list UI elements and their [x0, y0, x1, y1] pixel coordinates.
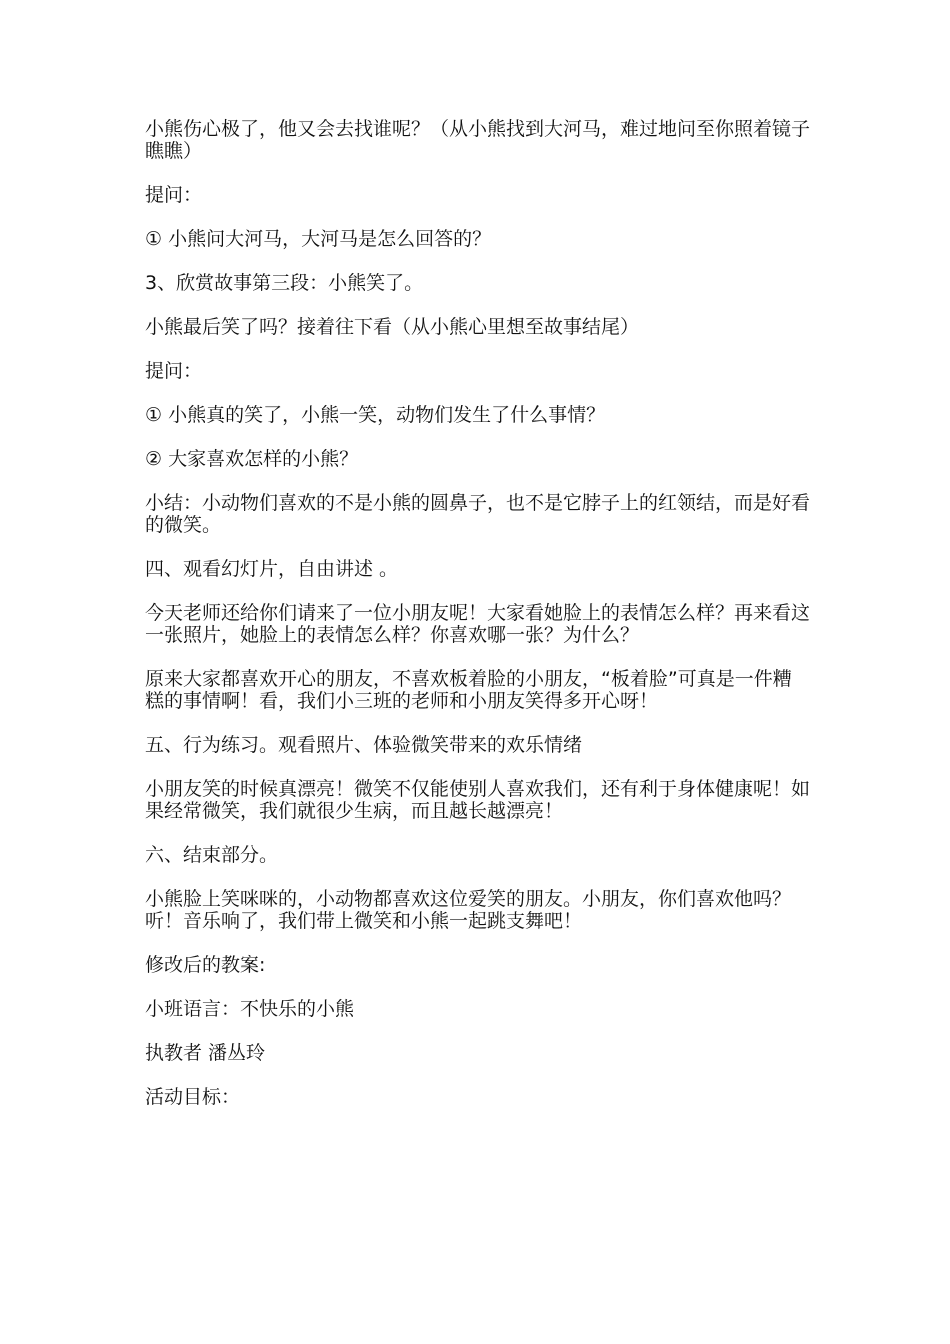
paragraph-section-heading: 四、观看幻灯片，自由讲述 。	[145, 558, 399, 580]
document-body	[145, 118, 810, 1130]
paragraph-section-heading: 五、行为练习。观看照片、体验微笑带来的欢乐情绪	[145, 734, 583, 756]
paragraph-body: 小朋友笑的时候真漂亮！微笑不仅能使别人喜欢我们，还有利于身体健康呢！如果经常微笑，我们就很少生病，而且越长越漂亮！	[145, 778, 811, 822]
paragraph-section-heading: 六、结束部分。	[145, 844, 279, 866]
paragraph-question-item: ① 小熊真的笑了，小熊一笑，动物们发生了什么事情？	[145, 404, 606, 426]
paragraph-story-part2-intro: 小熊伤心极了，他又会去找谁呢？（从小熊找到大河马，难过地问至你照着镜子瞧瞧）	[145, 118, 811, 162]
paragraph-question-item: ① 小熊问大河马，大河马是怎么回答的？	[145, 228, 492, 250]
paragraph-teacher: 执教者 潘丛玲	[145, 1042, 266, 1064]
paragraph-lesson-title: 小班语言：不快乐的小熊	[145, 998, 355, 1020]
paragraph-summary: 小结：小动物们喜欢的不是小熊的圆鼻子，也不是它脖子上的红领结，而是好看的微笑。	[145, 492, 811, 536]
paragraph-revised-plan-heading: 修改后的教案:	[145, 954, 266, 976]
paragraph-body: 小熊脸上笑咪咪的，小动物都喜欢这位爱笑的朋友。小朋友，你们喜欢他吗？听！音乐响了，我们带上微笑和小熊一起跳支舞吧！	[145, 888, 792, 932]
paragraph-objectives-heading: 活动目标：	[145, 1086, 241, 1108]
paragraph-question-heading: 提问：	[145, 360, 203, 382]
paragraph-question-item: ② 大家喜欢怎样的小熊？	[145, 448, 359, 470]
paragraph-story-part3-intro: 小熊最后笑了吗？接着往下看（从小熊心里想至故事结尾）	[145, 316, 640, 338]
paragraph-body: 今天老师还给你们请来了一位小朋友呢！大家看她脸上的表情怎么样？再来看这一张照片，她脸上的表情怎么样？你喜欢哪一张？为什么？	[145, 602, 811, 646]
paragraph-body: 原来大家都喜欢开心的朋友，不喜欢板着脸的小朋友，“板着脸”可真是一件糟糕的事情啊！看，我们小三班的老师和小朋友笑得多开心呀！	[145, 668, 792, 712]
paragraph-question-heading: 提问：	[145, 184, 203, 206]
paragraph-section-heading: 3、欣赏故事第三段：小熊笑了。	[145, 272, 424, 294]
